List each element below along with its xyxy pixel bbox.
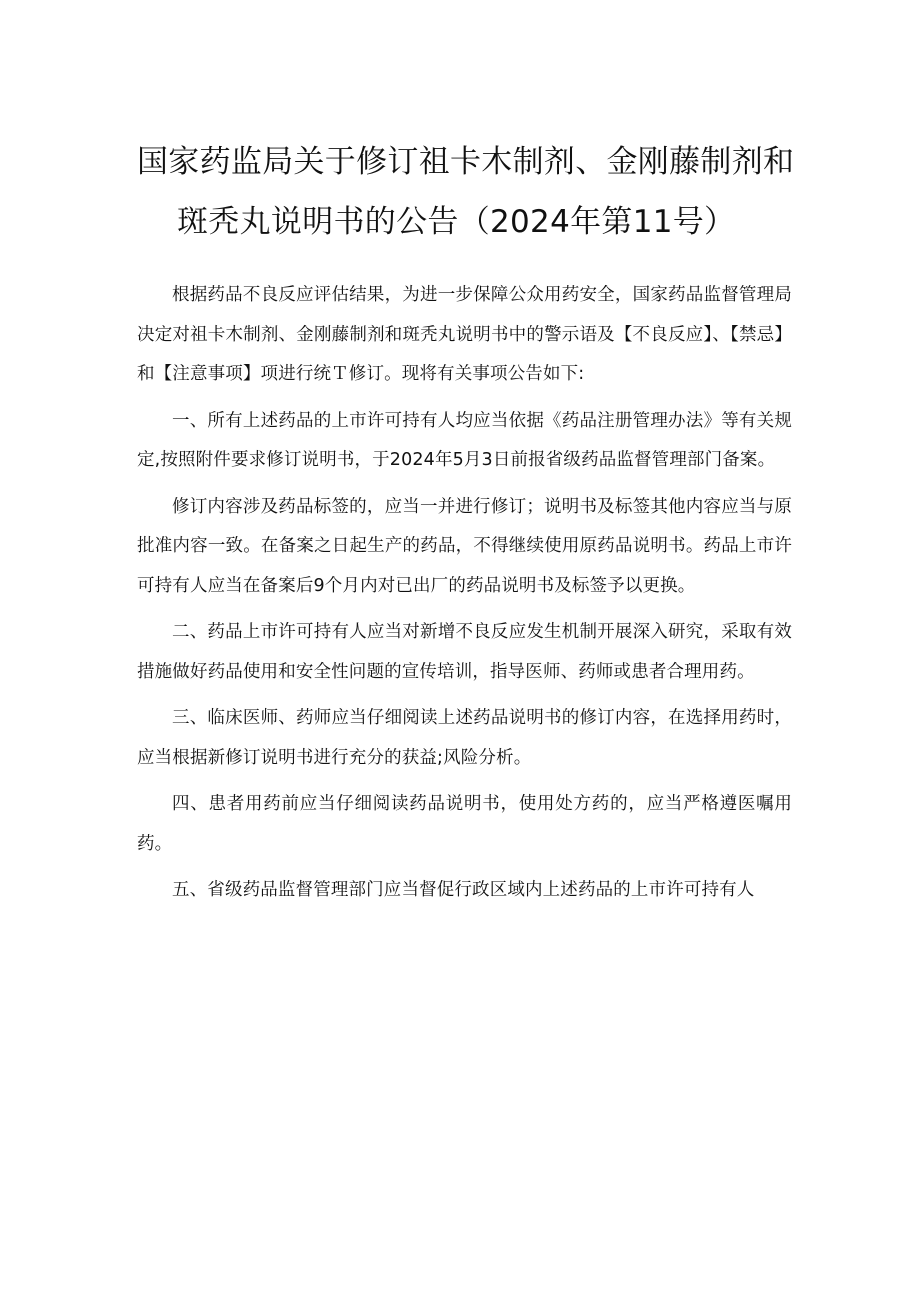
title-line-2: 斑秃丸说明书的公告（2024年第11号） [177, 204, 736, 240]
document-title [137, 0, 795, 252]
paragraph-item-4: 四、患者用药前应当仔细阅读药品说明书，使用处方药的，应当严格遵医嘱用药。 [137, 794, 792, 854]
title-line-1: 国家药监局关于修订祖卡木制剂、金刚藤制剂和 [137, 144, 795, 180]
paragraph-item-3: 三、临床医师、药师应当仔细阅读上述药品说明书的修订内容，在选择用药时，应当根据新修订说明书进行充分的获益;风险分析。 [137, 708, 792, 768]
paragraph-intro: 根据药品不良反应评估结果，为进一步保障公众用药安全，国家药品监督管理局决定对祖卡木制剂、金刚藤制剂和斑秃丸说明书中的警示语及【不良反应】、【禁忌】和【注意事项】项进行统Ｔ修订。现将有关事项公告如下: [137, 285, 792, 384]
paragraph-item-2: 二、药品上市许可持有人应当对新增不良反应发生机制开展深入研究，采取有效措施做好药品使用和安全性问题的宣传培训，指导医师、药师或患者合理用药。 [137, 622, 792, 682]
paragraph-item-1: 一、所有上述药品的上市许可持有人均应当依据《药品注册管理办法》等有关规定,按照附件要求修订说明书，于2024年5月3日前报省级药品监督管理部门备案。 [137, 410, 792, 470]
paragraph-item-1-note: 修订内容涉及药品标签的，应当一并进行修订；说明书及标签其他内容应当与原批准内容一致。在备案之日起生产的药品，不得继续使用原药品说明书。药品上市许可持有人应当在备案后9个月内对已出厂的药品说明书及标签予以更换。 [137, 496, 792, 596]
document-body [137, 276, 792, 911]
paragraph-item-5: 五、省级药品监督管理部门应当督促行政区域内上述药品的上市许可持有人 [172, 880, 755, 900]
